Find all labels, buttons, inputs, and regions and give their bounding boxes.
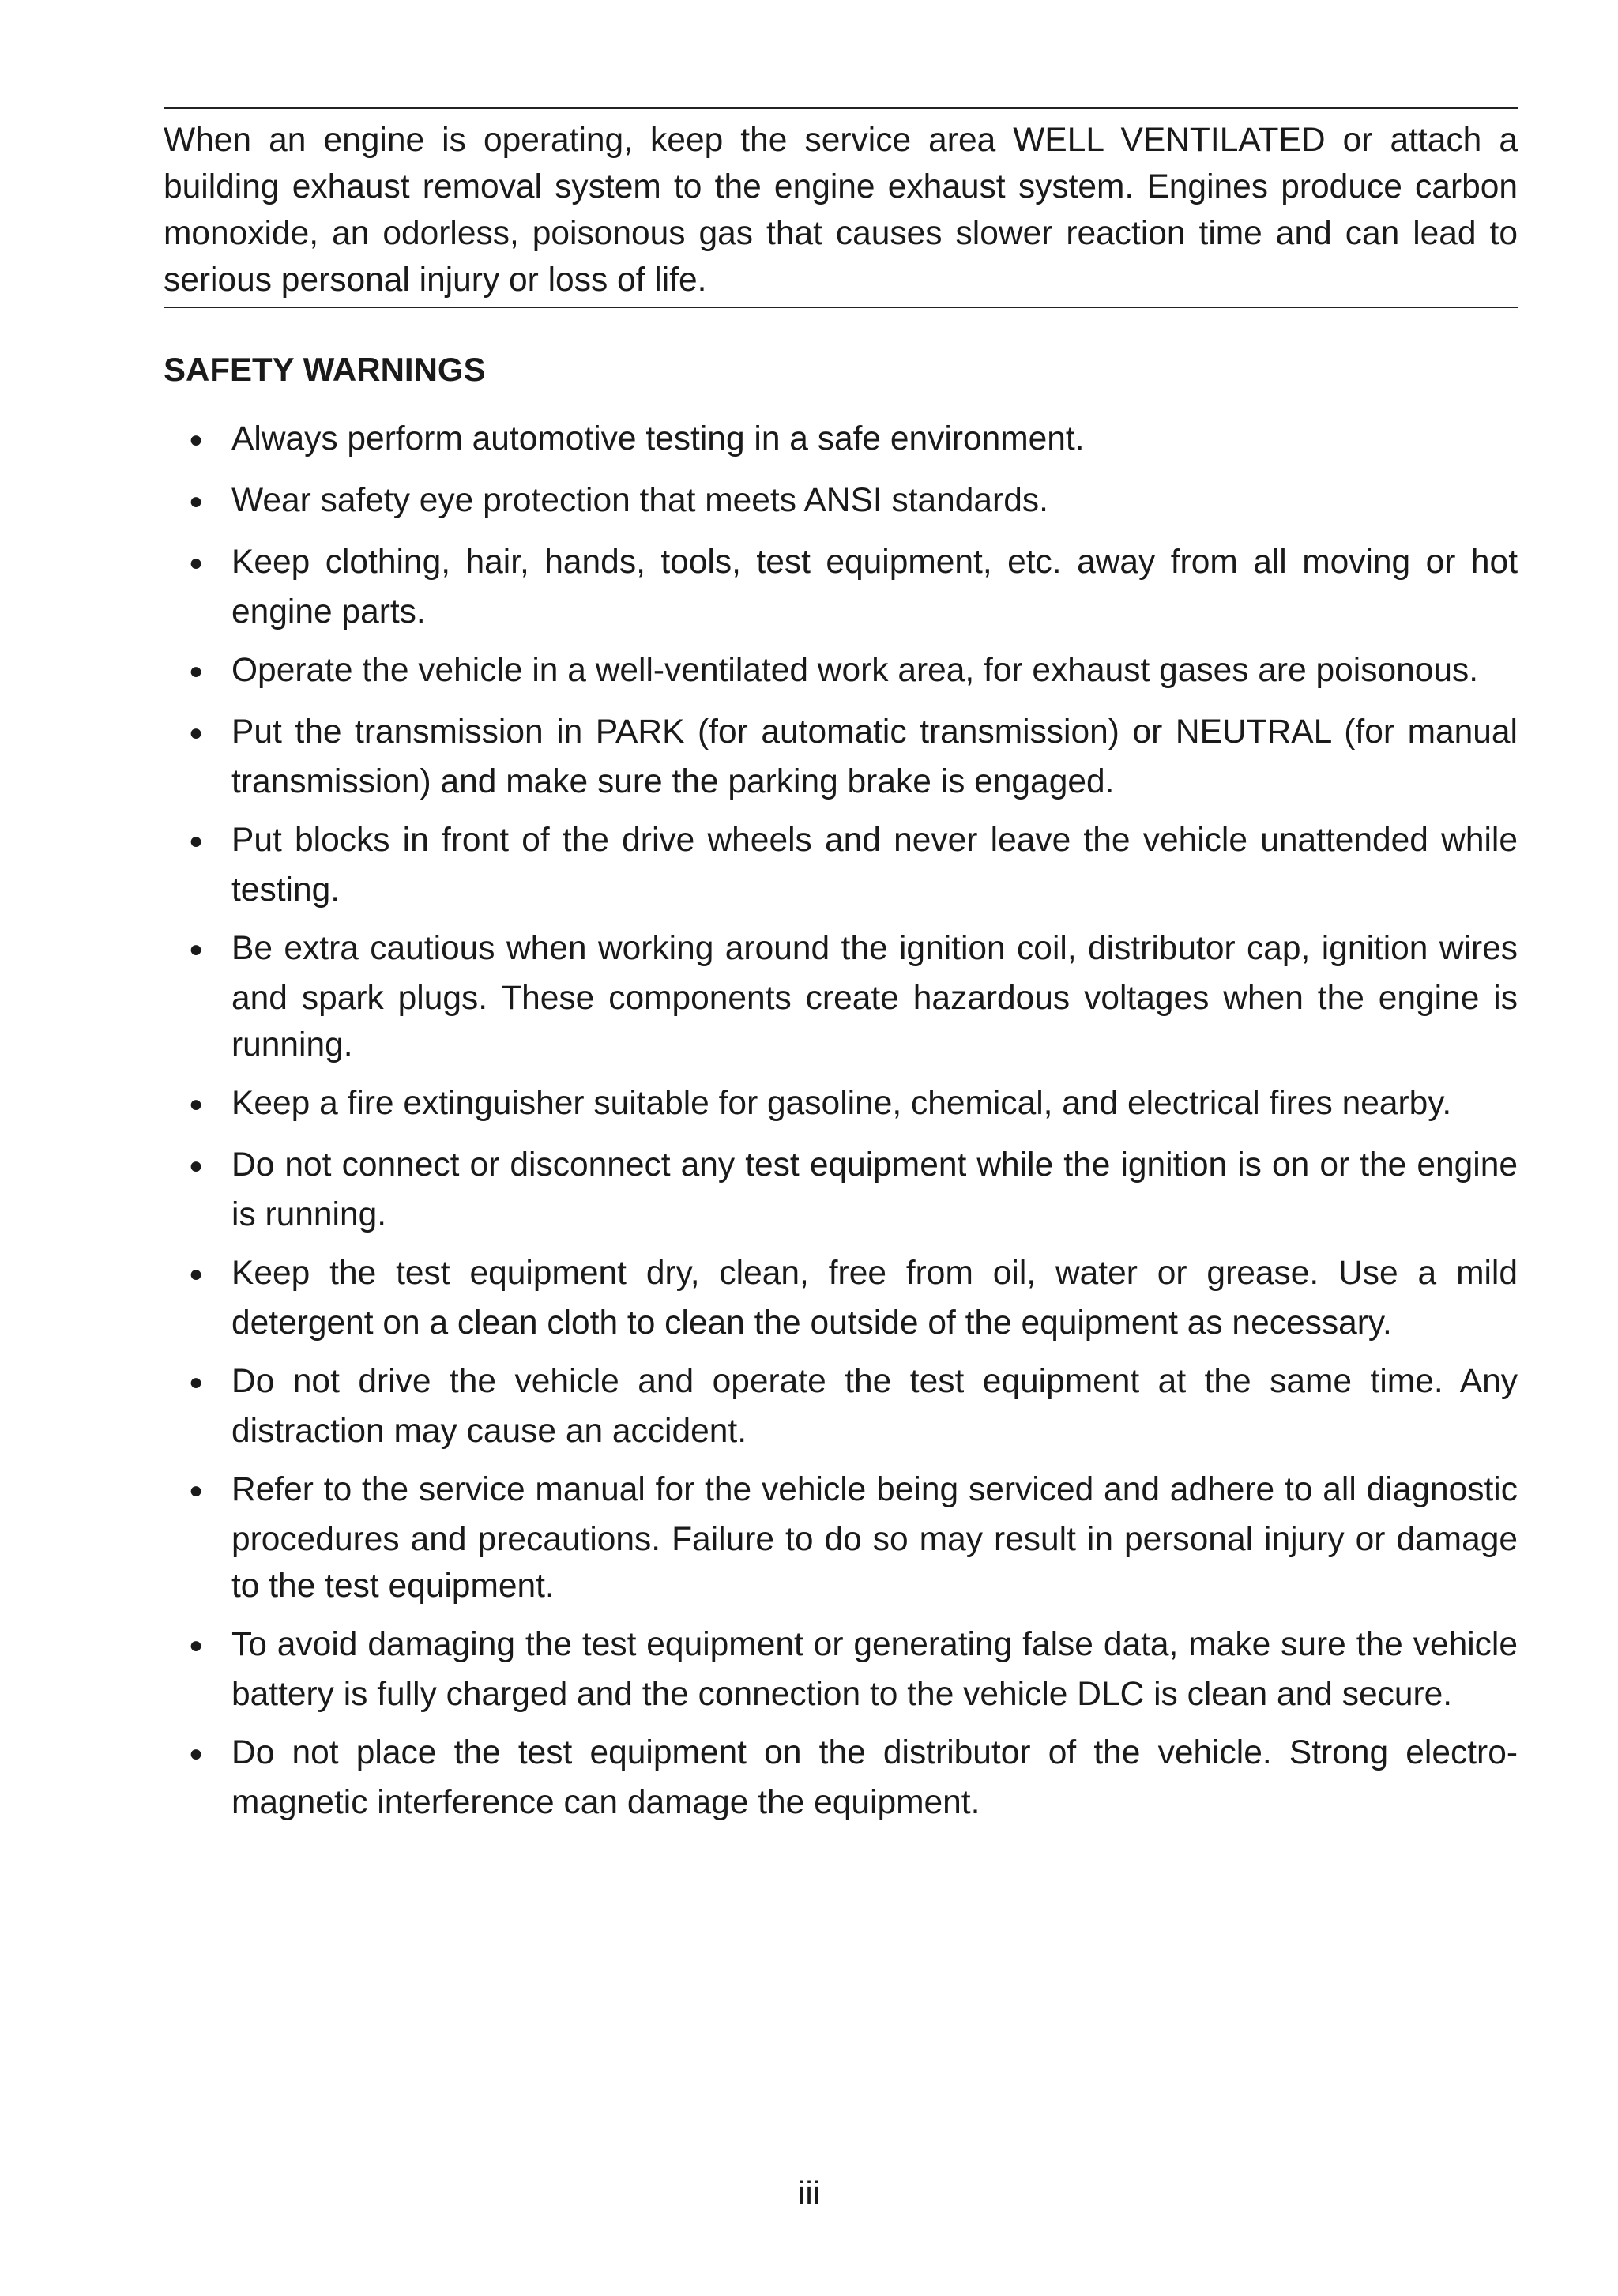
list-item — [164, 1358, 1518, 1455]
bullet-icon: ● — [189, 1369, 204, 1395]
list-item — [164, 709, 1518, 805]
bullet-icon: ● — [189, 550, 204, 576]
list-item-text: Operate the vehicle in a well-ventilated work area, for exhaust gases are poisonous. — [231, 652, 1479, 689]
bullet-icon: ● — [189, 1153, 204, 1179]
safety-warnings-list — [164, 416, 1518, 1826]
list-item — [164, 1080, 1518, 1130]
bottom-divider — [164, 307, 1518, 308]
bullet-icon: ● — [189, 427, 204, 453]
bullet-icon: ● — [189, 720, 204, 746]
list-item — [164, 416, 1518, 465]
list-item-text: Do not connect or disconnect any test equipment while the ignition is on or the engine is running. — [231, 1146, 1518, 1233]
bullet-icon: ● — [189, 1632, 204, 1658]
list-item-text: Put the transmission in PARK (for automatic transmission) or NEUTRAL (for manual transmission) and make sure the parking brake is engaged. — [231, 713, 1518, 800]
bullet-icon: ● — [189, 1741, 204, 1767]
bullet-icon: ● — [189, 1261, 204, 1287]
bullet-icon: ● — [189, 936, 204, 962]
bullet-icon: ● — [189, 828, 204, 854]
list-item — [164, 1142, 1518, 1238]
list-item-text: Wear safety eye protection that meets ANSI standards. — [231, 482, 1048, 519]
ventilation-warning-text: When an engine is operating, keep the service area WELL VENTILATED or attach a building exhaust removal system to the engine exhaust system. Engines produce carbon monoxide, an odorless, poisonous gas that causes slower reaction time and can lead to serious personal injury or loss of life. — [164, 122, 1518, 299]
bullet-icon: ● — [189, 658, 204, 684]
list-item — [164, 1466, 1518, 1609]
list-item — [164, 1250, 1518, 1346]
list-item-text: Keep a fire extinguisher suitable for gasoline, chemical, and electrical fires nearby. — [231, 1085, 1452, 1122]
list-item-text: Refer to the service manual for the vehicle being serviced and adhere to all diagnostic procedures and precautions. Failure to do so may result in personal injury or damage to the test equipment. — [231, 1471, 1518, 1605]
list-item — [164, 647, 1518, 697]
list-item-text: Always perform automotive testing in a safe environment. — [231, 420, 1085, 457]
list-item — [164, 817, 1518, 913]
bullet-icon: ● — [189, 1091, 204, 1117]
list-item — [164, 1730, 1518, 1826]
list-item-text: Keep clothing, hair, hands, tools, test equipment, etc. away from all moving or hot engine parts. — [231, 544, 1518, 630]
section-heading: SAFETY WARNINGS — [164, 351, 486, 388]
bullet-icon: ● — [189, 488, 204, 514]
list-item-text: Do not drive the vehicle and operate the test equipment at the same time. Any distraction may cause an accident. — [231, 1363, 1518, 1450]
list-item — [164, 1621, 1518, 1718]
list-item-text: Keep the test equipment dry, clean, free from oil, water or grease. Use a mild detergent on a clean cloth to clean the outside of the equipment as necessary. — [231, 1255, 1518, 1342]
list-item — [164, 539, 1518, 635]
list-item-text: Do not place the test equipment on the distributor of the vehicle. Strong electro-magnetic interference can damage the equipment. — [231, 1734, 1518, 1821]
list-item-text: Be extra cautious when working around the ignition coil, distributor cap, ignition wires and spark plugs. These components create hazardous voltages when the engine is running. — [231, 930, 1518, 1063]
list-item-text: Put blocks in front of the drive wheels and never leave the vehicle unattended while testing. — [231, 822, 1518, 909]
document-page — [164, 107, 1518, 1838]
page-number: iii — [798, 2174, 820, 2211]
list-item — [164, 925, 1518, 1068]
list-item-text: To avoid damaging the test equipment or generating false data, make sure the vehicle battery is fully charged and the connection to the vehicle DLC is clean and secure. — [231, 1626, 1518, 1713]
list-item — [164, 477, 1518, 527]
bullet-icon: ● — [189, 1477, 204, 1504]
